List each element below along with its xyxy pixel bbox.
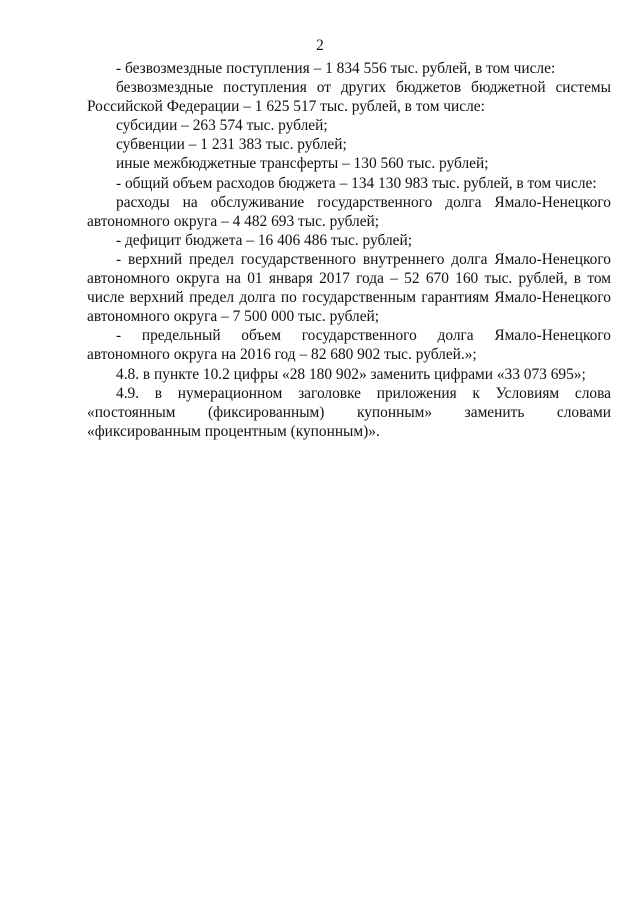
paragraph-debt-servicing: расходы на обслуживание государственного долга Ямало-Ненецкого автономного округа – 4 482 693 тыс. рублей; [87,193,611,230]
page-number: 2 [316,37,324,54]
document-body [87,59,611,441]
paragraph-gratuitous-receipts: - безвозмездные поступления – 1 834 556 тыс. рублей, в том числе: [116,60,556,77]
paragraph-subventions: субвенции – 1 231 383 тыс. рублей; [116,136,347,154]
paragraph-total-expenditures: - общий объем расходов бюджета – 134 130 983 тыс. рублей, в том числе: [116,174,597,192]
paragraph-debt-maximum-volume: - предельный объем государственного долга Ямало-Ненецкого автономного округа на 2016 год – 82 680 902 тыс. рублей.»; [87,327,611,364]
paragraph-subsidies: субсидии – 263 574 тыс. рублей; [116,117,328,135]
paragraph-item-4-8: 4.8. в пункте 10.2 цифры «28 180 902» заменить цифрами «33 073 695»; [116,365,586,383]
paragraph-other-transfers: иные межбюджетные трансферты – 130 560 тыс. рублей; [116,155,489,173]
paragraph-interbudget-receipts: безвозмездные поступления от других бюджетов бюджетной системы Российской Федерации – 1 625 517 тыс. рублей, в том числе: [87,79,611,116]
paragraph-item-4-9: 4.9. в нумерационном заголовке приложения к Условиям слова «постоянным (фиксированным) купонным» заменить словами «фиксированным процентным (купонным)». [87,384,611,440]
paragraph-debt-upper-limit: - верхний предел государственного внутреннего долга Ямало-Ненецкого автономного округа на 01 января 2017 года – 52 670 160 тыс. рублей, в том числе верхний предел долга по государственным гарантиям Ямало-Ненецкого автономного округа – 7 500 000 тыс. рублей; [87,250,611,326]
paragraph-budget-deficit: - дефицит бюджета – 16 406 486 тыс. рублей; [116,231,413,249]
